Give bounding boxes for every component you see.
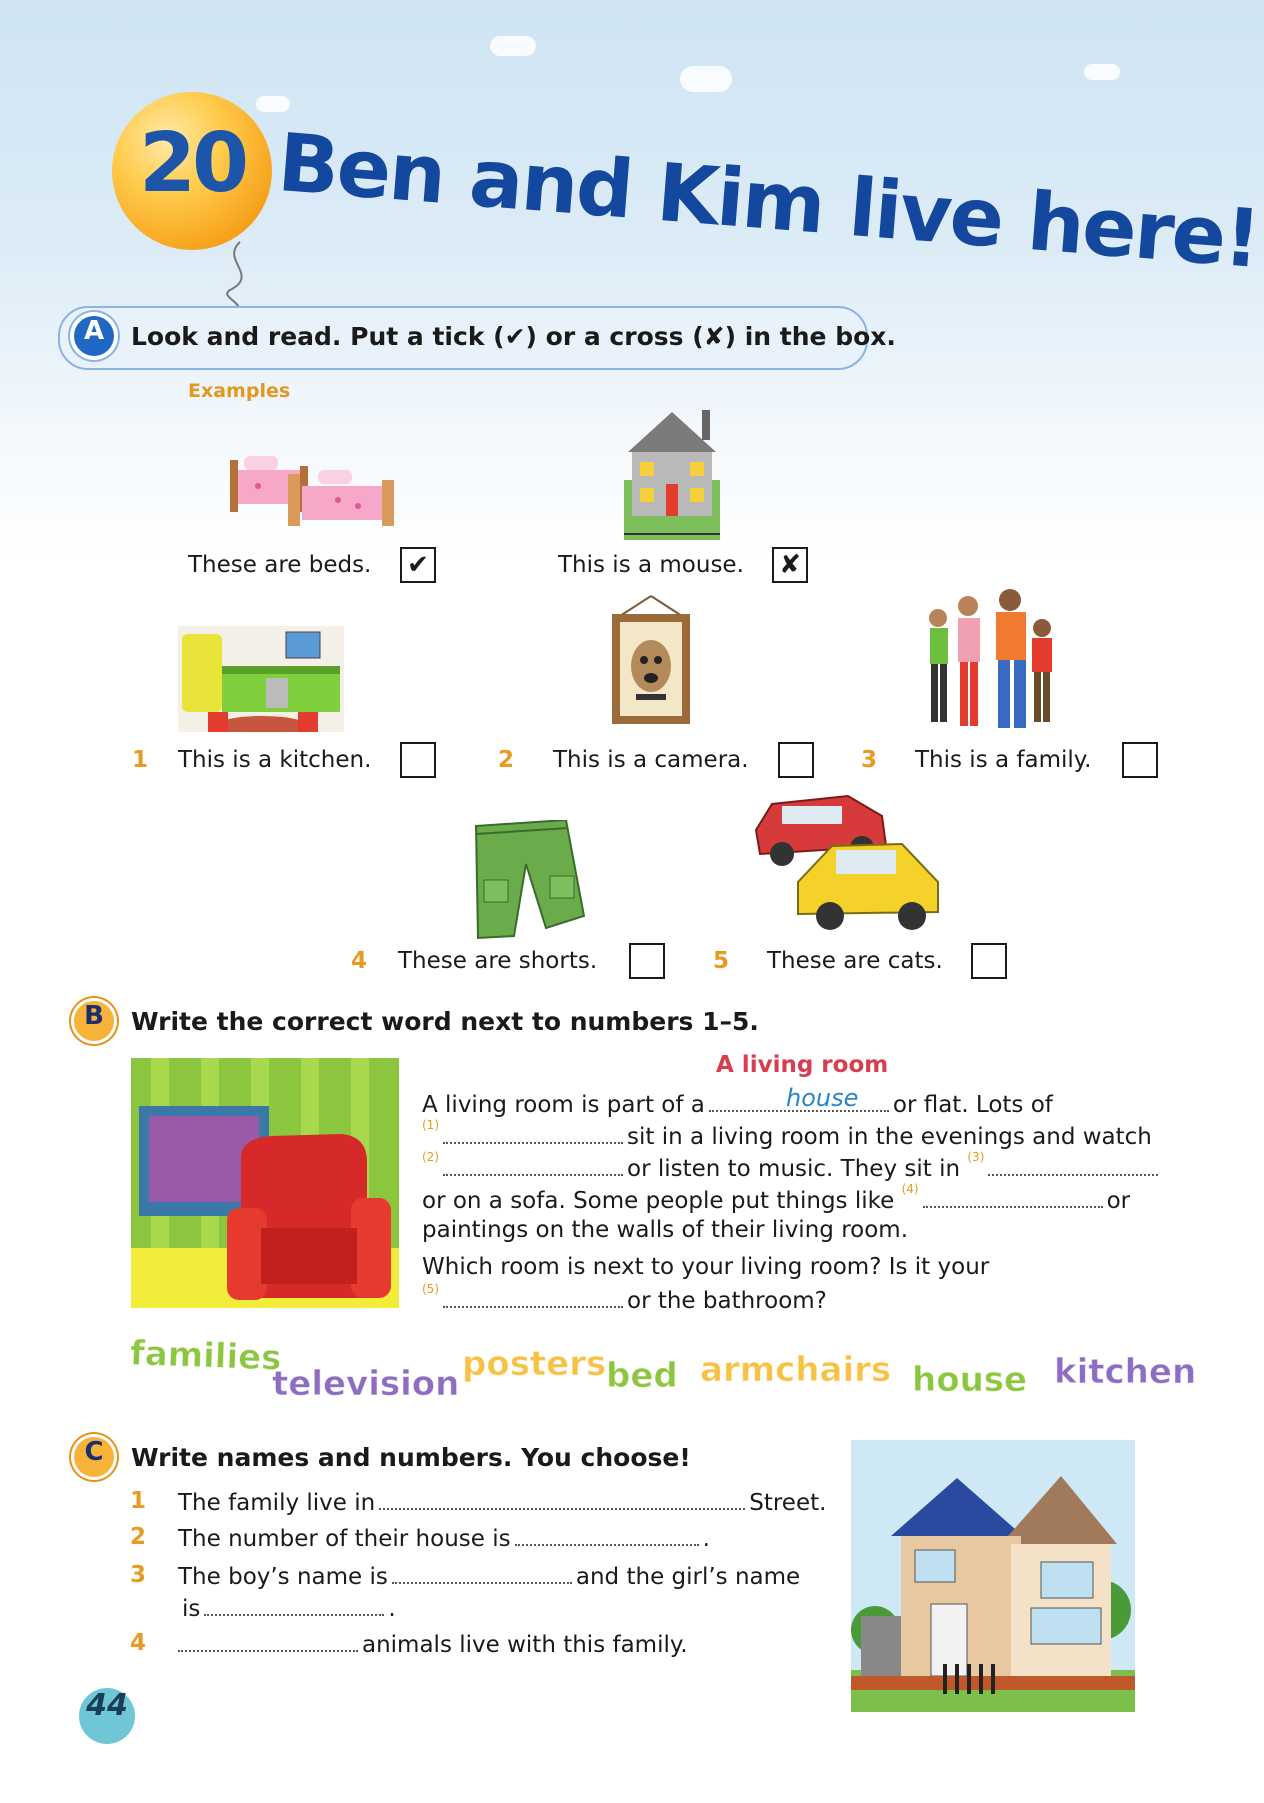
word-bank-television: television [272, 1364, 460, 1404]
reading-line-0-post: or flat. Lots of [892, 1092, 1053, 1118]
street-blank[interactable] [379, 1488, 745, 1510]
item-4-text: These are shorts. [398, 948, 598, 974]
word-bank-armchairs: armchairs [700, 1350, 892, 1390]
cloud-decoration [1084, 64, 1120, 80]
reading-line-2-mid: or listen to music. They sit in [627, 1156, 961, 1182]
animals-number-blank[interactable] [178, 1630, 358, 1652]
gap-5-number: (5) [422, 1282, 439, 1296]
item-3-box[interactable] [1122, 742, 1158, 778]
item-3-text: This is a family. [915, 747, 1092, 773]
reading-line-3-post: or [1106, 1188, 1131, 1214]
gap-5-blank[interactable] [443, 1286, 623, 1308]
reading-line-1-post: sit in a living room in the evenings and watch [627, 1124, 1152, 1150]
section-b-badge: B [74, 1001, 114, 1041]
girl-name-blank[interactable] [204, 1594, 384, 1616]
reading-line-3-pre: or on a sofa. Some people put things like [422, 1188, 895, 1214]
section-c-badge: C [74, 1437, 114, 1477]
word-bank-families: families [129, 1333, 283, 1379]
item-4-number: 4 [351, 948, 368, 974]
word-bank-posters: posters [462, 1344, 607, 1384]
c-item-4-post: animals live with this family. [362, 1632, 688, 1658]
dog-painting-picture [610, 594, 692, 726]
c-item-3b-pre: is [182, 1596, 201, 1622]
gap-4-blank[interactable] [923, 1186, 1103, 1208]
item-3-number: 3 [861, 747, 878, 773]
c-item-2 [178, 1524, 710, 1552]
c-item-2-pre: The number of their house is [178, 1526, 511, 1552]
page-title: Ben and Kim live here! [274, 116, 1263, 286]
gap-3-blank[interactable] [988, 1154, 1158, 1176]
c-item-3-pre: The boy’s name is [178, 1564, 388, 1590]
item-1-text: This is a kitchen. [178, 747, 372, 773]
house-number-blank[interactable] [515, 1524, 699, 1546]
c-item-1-pre: The family live in [178, 1490, 376, 1516]
reading-line-6-post: or the bathroom? [627, 1288, 827, 1314]
reading-line-6 [422, 1282, 827, 1314]
c-item-1-post: Street. [749, 1490, 827, 1516]
page-number: 44 [79, 1688, 135, 1744]
item-5-number: 5 [713, 948, 730, 974]
c-item-3-number: 3 [130, 1562, 147, 1588]
living-room-picture [131, 1058, 399, 1308]
boy-name-blank[interactable] [392, 1562, 572, 1584]
item-2-text: This is a camera. [553, 747, 749, 773]
kitchen-picture [178, 626, 344, 732]
c-item-4-number: 4 [130, 1630, 147, 1656]
c-item-1-number: 1 [130, 1488, 147, 1514]
gap-1-blank[interactable] [443, 1122, 623, 1144]
beds-picture [228, 440, 404, 530]
gap-2-blank[interactable] [443, 1154, 623, 1176]
reading-line-0 [422, 1090, 1053, 1118]
item-4-box[interactable] [629, 943, 665, 979]
word-bank-kitchen: kitchen [1054, 1352, 1197, 1392]
house-picture [624, 410, 720, 540]
section-a-badge: A [74, 316, 114, 356]
item-2-box[interactable] [778, 742, 814, 778]
section-b-instruction: Write the correct word next to numbers 1–5. [131, 1007, 759, 1036]
gap-2-number: (2) [422, 1150, 439, 1164]
c-item-2-number: 2 [130, 1524, 147, 1550]
section-c-instruction: Write names and numbers. You choose! [131, 1443, 691, 1472]
reading-title: A living room [716, 1052, 889, 1078]
c-item-4 [174, 1630, 688, 1658]
c-item-1 [178, 1488, 826, 1516]
c-item-3-post: and the girl’s name [575, 1564, 801, 1590]
example-1-box[interactable]: ✔ [400, 547, 436, 583]
section-a-instruction: Look and read. Put a tick (✔) or a cross (✘) in the box. [131, 322, 896, 351]
gap-4-number: (4) [901, 1182, 919, 1196]
word-bank-bed: bed [606, 1356, 678, 1396]
item-2-number: 2 [498, 747, 515, 773]
item-5-text: These are cats. [767, 948, 943, 974]
item-1-number: 1 [132, 747, 149, 773]
example-answer: house [786, 1084, 859, 1112]
reading-line-5: Which room is next to your living room? Is it your [422, 1254, 990, 1280]
cloud-decoration [680, 66, 732, 92]
family-picture [918, 588, 1060, 734]
reading-line-1 [422, 1118, 1152, 1150]
c-item-3-continued [182, 1594, 396, 1622]
reading-line-0-pre: A living room is part of a [422, 1092, 705, 1118]
example-2-text: This is a mouse. [558, 552, 744, 578]
c-item-2-post: . [702, 1526, 710, 1552]
reading-line-2 [422, 1150, 1162, 1182]
cloud-decoration [490, 36, 536, 56]
family-house-picture [851, 1440, 1135, 1712]
cloud-decoration [256, 96, 290, 112]
gap-3-number: (3) [967, 1150, 985, 1164]
example-2-box[interactable]: ✘ [772, 547, 808, 583]
c-item-3 [178, 1562, 800, 1590]
balloon-string [200, 240, 270, 310]
cars-picture [752, 786, 942, 934]
reading-line-3 [422, 1182, 1131, 1214]
unit-number: 20 [138, 116, 246, 211]
reading-line-4: paintings on the walls of their living room. [422, 1217, 908, 1243]
c-item-3b-post: . [388, 1596, 396, 1622]
unit-balloon [112, 92, 272, 250]
gap-1-number: (1) [422, 1118, 439, 1132]
item-5-box[interactable] [971, 943, 1007, 979]
shorts-picture [470, 820, 586, 944]
examples-label: Examples [188, 380, 291, 402]
item-1-box[interactable] [400, 742, 436, 778]
example-1-text: These are beds. [188, 552, 372, 578]
word-bank-house: house [912, 1360, 1028, 1400]
